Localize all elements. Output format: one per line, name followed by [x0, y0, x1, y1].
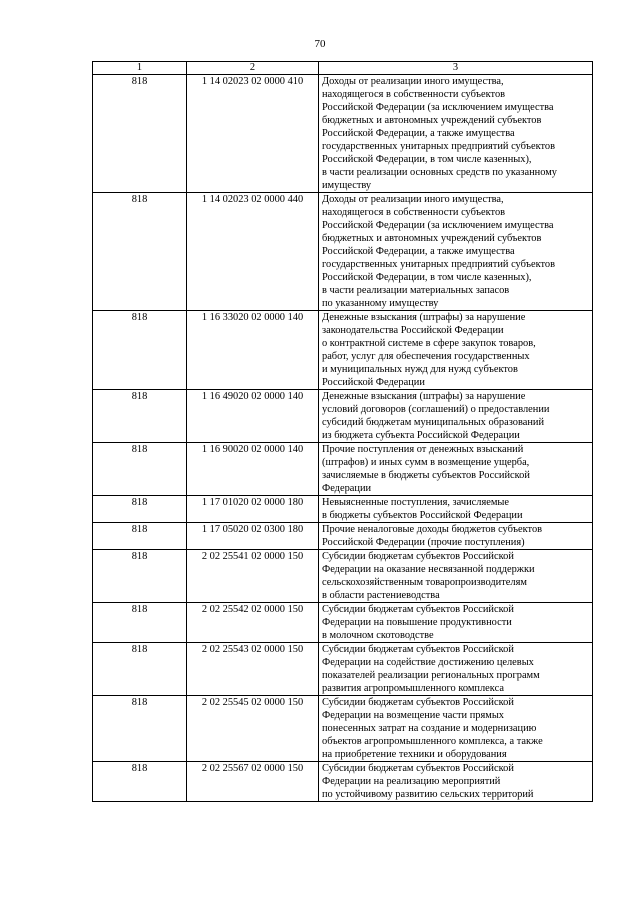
revenue-name-line: Российской Федерации, а также имущества [322, 128, 515, 139]
revenue-name-line: и муниципальных нужд для нужд субъектов [322, 364, 518, 375]
revenue-name-line: Доходы от реализации иного имущества, [322, 194, 504, 205]
revenue-name-line: Субсидии бюджетам субъектов Российской [322, 697, 514, 708]
revenue-name-line: государственных унитарных предприятий субъектов [322, 141, 556, 152]
revenue-name-line: Субсидии бюджетам субъектов Российской [322, 644, 514, 655]
revenue-name-line: Прочие поступления от денежных взысканий [322, 444, 524, 455]
revenue-code-cell: 2 02 25545 02 0000 150 [187, 696, 319, 762]
admin-code-cell: 818 [93, 496, 187, 523]
revenue-name-cell [319, 550, 593, 603]
revenue-name-line: в бюджеты субъектов Российской Федерации [322, 510, 523, 521]
revenue-name-line: в молочном скотоводстве [322, 630, 434, 641]
revenue-name-line: из бюджета субъекта Российской Федерации [322, 430, 520, 441]
revenue-name-cell [319, 75, 593, 193]
admin-code-cell: 818 [93, 311, 187, 390]
revenue-name-line: Федерации [322, 483, 372, 494]
revenue-code-cell: 1 16 90020 02 0000 140 [187, 443, 319, 496]
revenue-name-line: Прочие неналоговые доходы бюджетов субъектов [322, 524, 543, 535]
revenue-name-line: Федерации на содействие достижению целевых [322, 657, 534, 668]
revenue-name-line: Федерации на реализацию мероприятий [322, 776, 501, 787]
revenue-name-line: понесенных затрат на создание и модернизацию [322, 723, 537, 734]
revenue-name-line: Федерации на возмещение части прямых [322, 710, 504, 721]
revenue-name-cell [319, 193, 593, 311]
revenue-name-line: в области растениеводства [322, 590, 440, 601]
admin-code-cell: 818 [93, 193, 187, 311]
table-row [93, 193, 593, 311]
column-number-row [93, 62, 593, 75]
revenue-name-line: Доходы от реализации иного имущества, [322, 76, 504, 87]
revenue-name-line: Российской Федерации, в том числе казенных), [322, 272, 532, 283]
revenue-name-line: зачисляемые в бюджеты субъектов Российской [322, 470, 530, 481]
admin-code-cell: 818 [93, 443, 187, 496]
revenue-name-line: в части реализации основных средств по указанному [322, 167, 557, 178]
revenue-code-cell: 1 17 05020 02 0300 180 [187, 523, 319, 550]
table-row [93, 523, 593, 550]
revenue-name-line: сельскохозяйственным товаропроизводителям [322, 577, 527, 588]
revenue-name-cell [319, 523, 593, 550]
revenue-name-line: Российской Федерации [322, 377, 425, 388]
admin-code-cell: 818 [93, 390, 187, 443]
revenue-name-line: имуществу [322, 180, 372, 191]
revenue-name-line: по указанному имуществу [322, 298, 439, 309]
revenue-name-line: условий договоров (соглашений) о предоставлении [322, 404, 550, 415]
table-row [93, 311, 593, 390]
revenue-name-cell [319, 603, 593, 643]
revenue-name-cell [319, 696, 593, 762]
revenue-name-line: о контрактной системе в сфере закупок товаров, [322, 338, 536, 349]
table-row [93, 496, 593, 523]
revenue-code-cell: 2 02 25567 02 0000 150 [187, 762, 319, 802]
table-row [93, 762, 593, 802]
table-row [93, 550, 593, 603]
revenue-name-line: бюджетных и автономных учреждений субъектов [322, 233, 542, 244]
revenue-code-cell: 1 17 01020 02 0000 180 [187, 496, 319, 523]
admin-code-cell: 818 [93, 75, 187, 193]
revenue-name-line: находящегося в собственности субъектов [322, 207, 506, 218]
revenue-code-cell: 2 02 25541 02 0000 150 [187, 550, 319, 603]
revenue-name-line: Субсидии бюджетам субъектов Российской [322, 763, 514, 774]
revenue-name-line: на приобретение техники и оборудования [322, 749, 507, 760]
revenue-name-line: Субсидии бюджетам субъектов Российской [322, 551, 514, 562]
revenue-name-line: Российской Федерации, в том числе казенных), [322, 154, 532, 165]
revenue-name-cell [319, 643, 593, 696]
revenue-name-line: показателей реализации региональных программ [322, 670, 540, 681]
revenue-code-cell: 1 14 02023 02 0000 410 [187, 75, 319, 193]
table-header [93, 62, 593, 75]
revenue-name-line: Российской Федерации (за исключением имущества [322, 102, 554, 113]
revenue-name-line: развития агропромышленного комплекса [322, 683, 504, 694]
revenue-name-line: Российской Федерации (прочие поступления) [322, 537, 525, 548]
revenue-code-cell: 1 16 33020 02 0000 140 [187, 311, 319, 390]
revenue-name-line: Денежные взыскания (штрафы) за нарушение [322, 312, 526, 323]
table-row [93, 390, 593, 443]
revenue-code-cell: 1 14 02023 02 0000 440 [187, 193, 319, 311]
revenue-name-line: по устойчивому развитию сельских территорий [322, 789, 534, 800]
revenue-name-line: государственных унитарных предприятий субъектов [322, 259, 556, 270]
admin-code-cell: 818 [93, 550, 187, 603]
admin-code-cell: 818 [93, 643, 187, 696]
revenue-name-line: работ, услуг для обеспечения государственных [322, 351, 530, 362]
revenue-name-line: Федерации на повышение продуктивности [322, 617, 512, 628]
admin-code-cell: 818 [93, 696, 187, 762]
revenue-name-line: находящегося в собственности субъектов [322, 89, 506, 100]
table-row [93, 75, 593, 193]
revenue-name-line: субсидий бюджетам муниципальных образований [322, 417, 545, 428]
revenue-name-line: в части реализации материальных запасов [322, 285, 510, 296]
revenue-name-line: Невыясненные поступления, зачисляемые [322, 497, 510, 508]
revenue-name-line: Денежные взыскания (штрафы) за нарушение [322, 391, 526, 402]
revenue-name-line: Субсидии бюджетам субъектов Российской [322, 604, 514, 615]
revenue-name-cell [319, 390, 593, 443]
revenue-code-cell: 2 02 25542 02 0000 150 [187, 603, 319, 643]
revenue-code-cell: 2 02 25543 02 0000 150 [187, 643, 319, 696]
revenue-name-line: Российской Федерации, а также имущества [322, 246, 515, 257]
page-number: 70 [314, 38, 326, 50]
revenue-name-line: Федерации на оказание несвязанной поддержки [322, 564, 535, 575]
admin-code-cell: 818 [93, 762, 187, 802]
revenue-name-line: бюджетных и автономных учреждений субъектов [322, 115, 542, 126]
revenue-name-cell [319, 443, 593, 496]
column-number-2: 2 [187, 62, 319, 75]
table-row [93, 696, 593, 762]
table-row [93, 443, 593, 496]
revenue-name-line: законодательства Российской Федерации [322, 325, 504, 336]
revenue-code-cell: 1 16 49020 02 0000 140 [187, 390, 319, 443]
column-number-3: 3 [319, 62, 593, 75]
revenue-name-line: (штрафов) и иных сумм в возмещение ущерба, [322, 457, 530, 468]
table-row [93, 643, 593, 696]
table-body [93, 75, 593, 802]
revenue-name-line: Российской Федерации (за исключением имущества [322, 220, 554, 231]
revenue-name-cell [319, 311, 593, 390]
revenue-name-cell [319, 762, 593, 802]
admin-code-cell: 818 [93, 603, 187, 643]
admin-code-cell: 818 [93, 523, 187, 550]
column-number-1: 1 [93, 62, 187, 75]
revenue-name-line: объектов агропромышленного комплекса, а также [322, 736, 543, 747]
revenue-name-cell [319, 496, 593, 523]
table-row [93, 603, 593, 643]
revenue-codes-table [92, 61, 593, 802]
